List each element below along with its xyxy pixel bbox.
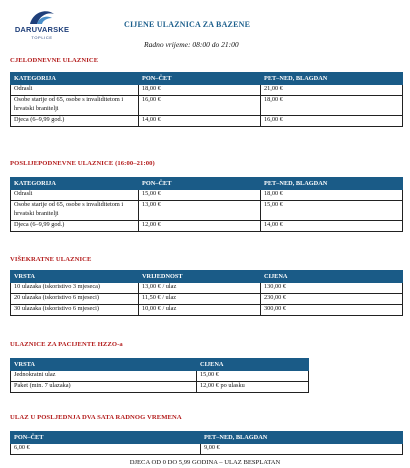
table-cell: Djeca (6–9,99 god.) (11, 221, 139, 232)
col-header: CIJENA (261, 271, 403, 283)
table-cell: 14,00 € (261, 221, 403, 232)
table-header (11, 271, 403, 283)
table-header (11, 359, 309, 371)
page-title: CIJENE ULAZNICA ZA BAZENE (124, 20, 251, 29)
table-cell: 21,00 € (261, 85, 403, 96)
table-cell: 20 ulazaka (iskoristivo 6 mjeseci) (11, 294, 139, 305)
table-cell: 9,00 € (201, 444, 403, 455)
col-header: CIJENA (197, 359, 309, 371)
logo-sub: TOPLICE (31, 35, 53, 40)
table-cell: 18,00 € (261, 190, 403, 201)
table-cell: 13,00 € / ulaz (139, 283, 261, 294)
table-cell: 300,00 € (261, 305, 403, 316)
table-row (11, 305, 403, 316)
table-row (11, 444, 403, 455)
table-cell: 15,00 € (261, 201, 403, 221)
table-cjelodnevne (10, 72, 403, 127)
table-cell: 16,00 € (261, 116, 403, 127)
table-cell: 10,00 € / ulaz (139, 305, 261, 316)
col-header: VRSTA (11, 271, 139, 283)
table-cell: Odrasli (11, 85, 139, 96)
table-cell: 13,00 € (139, 201, 261, 221)
col-header: PON–ČET (11, 432, 201, 444)
col-header: PON–ČET (139, 178, 261, 190)
table-cell: 11,50 € / ulaz (139, 294, 261, 305)
table-cell: 14,00 € (139, 116, 261, 127)
table-cell: Paket (min. 7 ulazaka) (11, 382, 197, 393)
section-title-poslijepodnevne: POSLIJEPODNEVNE ULAZNICE (16:00–21:00) (10, 160, 155, 167)
table-cell: 12,00 € po ulasku (197, 382, 309, 393)
col-header: PET–NED, BLAGDAN (261, 73, 403, 85)
section-title-hzzo: ULAZNICE ZA PACIJENTE HZZO-a (10, 341, 123, 348)
footer-note: DJECA OD 0 DO 5,99 GODINA – ULAZ BESPLATAN (129, 459, 281, 466)
table-hzzo (10, 358, 309, 393)
table-cell: Jednokratni ulaz (11, 371, 197, 382)
col-header: VRIJEDNOST (139, 271, 261, 283)
opening-hours: Radno vrijeme: 08:00 do 21:00 (144, 40, 239, 49)
section-title-zadnja: ULAZ U POSLJEDNJA DVA SATA RADNOG VREMENA (10, 414, 182, 421)
table-cell: Odrasli (11, 190, 139, 201)
table-row (11, 382, 309, 393)
table-row (11, 294, 403, 305)
table-cell: 30 ulazaka (iskoristivo 6 mjeseci) (11, 305, 139, 316)
table-poslijepodnevne (10, 177, 403, 232)
table-row (11, 96, 403, 116)
table-cell: 16,00 € (139, 96, 261, 116)
table-cell: Osobe starije od 65, osobe s invaliditetom i hrvatski branitelji (11, 96, 139, 116)
table-row (11, 201, 403, 221)
table-cell: 10 ulazaka (iskoristivo 3 mjeseca) (11, 283, 139, 294)
table-row (11, 221, 403, 232)
section-title-cjelodnevne: CJELODNEVNE ULAZNICE (10, 57, 99, 64)
table-row (11, 85, 403, 96)
table-cell: 18,00 € (261, 96, 403, 116)
col-header: VRSTA (11, 359, 197, 371)
table-cell: 12,00 € (139, 221, 261, 232)
col-header: PET–NED, BLAGDAN (201, 432, 403, 444)
table-cell: Djeca (6–9,99 god.) (11, 116, 139, 127)
table-visekratne (10, 270, 403, 316)
table-header (11, 178, 403, 190)
table-row (11, 283, 403, 294)
table-row (11, 190, 403, 201)
logo-name: DARUVARSKE (14, 25, 70, 34)
table-cell: 130,00 € (261, 283, 403, 294)
table-zadnja (10, 431, 403, 455)
table-row (11, 116, 403, 127)
table-header (11, 73, 403, 85)
table-cell: 6,00 € (11, 444, 201, 455)
col-header: PON–ČET (139, 73, 261, 85)
section-title-visekratne: VIŠEKRATNE ULAZNICE (10, 256, 92, 263)
table-header (11, 432, 403, 444)
table-cell: 18,00 € (139, 85, 261, 96)
table-cell: 230,00 € (261, 294, 403, 305)
table-cell: 15,00 € (197, 371, 309, 382)
table-cell: Osobe starije od 65, osobe s invaliditetom i hrvatski branitelji (11, 201, 139, 221)
table-cell: 15,00 € (139, 190, 261, 201)
col-header: KATEGORIJA (11, 178, 139, 190)
table-row (11, 371, 309, 382)
col-header: KATEGORIJA (11, 73, 139, 85)
col-header: PET–NED, BLAGDAN (261, 178, 403, 190)
